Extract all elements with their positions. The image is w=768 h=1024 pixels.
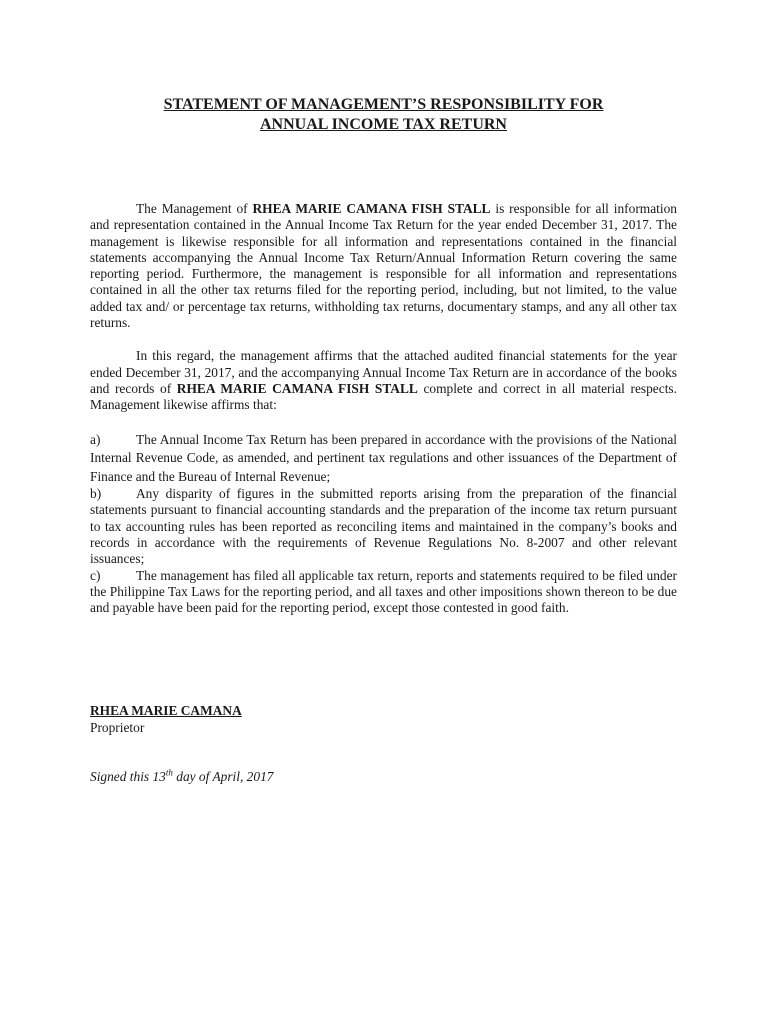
signatory-name: RHEA MARIE CAMANA <box>90 703 242 719</box>
list-item-text: The Annual Income Tax Return has been prepared in accordance with the provisions of the National Internal Revenue Code, as amended, and pertinent tax regulations and other issuances of the Department of Finance and the Bureau of Internal Revenue; <box>90 431 677 484</box>
signed-date <box>90 768 677 785</box>
title-line-2: ANNUAL INCOME TAX RETURN <box>260 116 507 133</box>
list-item <box>90 486 677 567</box>
entity-name: RHEA MARIE CAMANA FISH STALL <box>252 201 491 216</box>
entity-name: RHEA MARIE CAMANA FISH STALL <box>176 380 418 396</box>
signed-date-ordinal: th <box>165 767 173 778</box>
affirmation-list <box>90 431 677 617</box>
paragraph-1-lead: The Management of <box>136 201 253 216</box>
paragraph-2-body: complete and correct in all material respects. Management likewise affirms that: <box>90 380 677 413</box>
signed-date-lead: Signed this 13 <box>90 769 166 785</box>
paragraph-2-lead: In this regard, the management affirms that the attached audited financial statements for the year ended December 31, 2017, and the accompanying Annual Income Tax Return are in accordance of the books and records of <box>90 348 677 396</box>
list-marker: a) <box>90 431 101 447</box>
list-item-text: Any disparity of figures in the submitted reports arising from the preparation of the financial statements pursuant to financial accounting standards and the preparation of the income tax return pursuant to tax accounting rules has been reported as reconciling items and maintained in the company’s books and records in accordance with the requirements of Revenue Regulations No. 8-2007 and other relevant issuances; <box>90 486 677 567</box>
list-item <box>90 568 677 617</box>
list-marker: b) <box>90 486 102 502</box>
paragraph-affirmation <box>90 348 677 413</box>
list-item <box>90 431 677 487</box>
signed-date-rest: day of April, 2017 <box>172 769 274 785</box>
list-item-text: The management has filed all applicable tax return, reports and statements required to be filed under the Philippine Tax Laws for the reporting period, and all taxes and other impositions shown thereon to be due and payable have been paid for the reporting period, except those contested in good faith. <box>90 567 677 616</box>
list-marker: c) <box>90 567 101 583</box>
signature-block <box>90 702 677 736</box>
document-title <box>90 95 677 135</box>
signatory-title: Proprietor <box>90 720 145 736</box>
paragraph-1-body: is responsible for all information and representation contained in the Annual Income Tax Return for the year ended December 31, 2017. The management is likewise responsible for all information and representations contained in the financial statements accompanying the Annual Income Tax Return/Annual Information Return covering the same reporting period. Furthermore, the management is responsible for all information and representations contained in all the other tax returns filed for the reporting period, including, but not limited, to the value added tax and/ or percentage tax returns, withholding tax returns, documentary stamps, and any all other tax returns. <box>90 201 677 331</box>
document-page <box>90 95 677 785</box>
title-line-1: STATEMENT OF MANAGEMENT’S RESPONSIBILITY FOR <box>163 96 604 113</box>
paragraph-responsibility <box>90 201 677 331</box>
